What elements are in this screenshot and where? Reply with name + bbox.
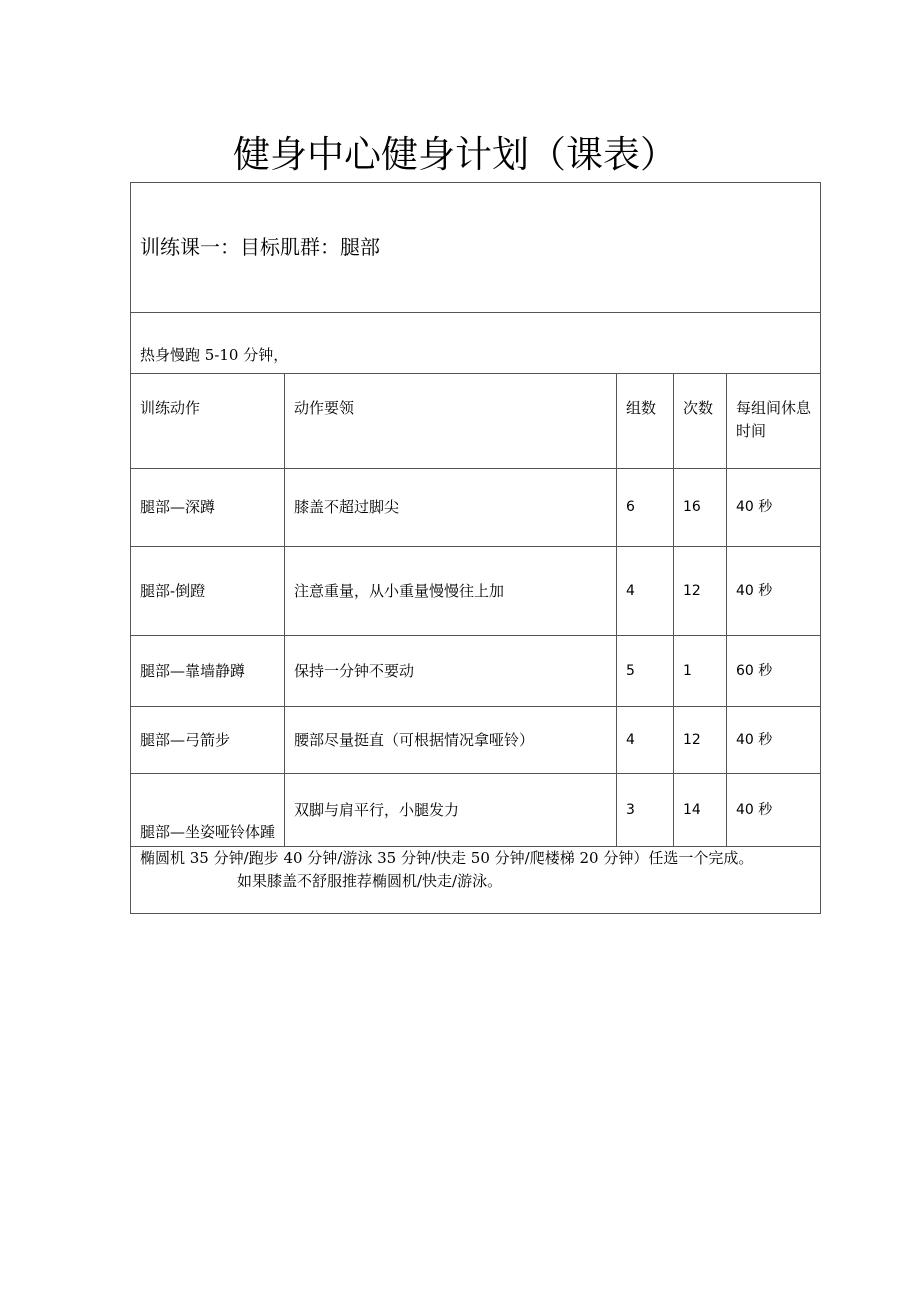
table-row (131, 636, 821, 707)
warmup-row (131, 313, 821, 374)
session-heading-row (131, 183, 821, 313)
header-exercise: 训练动作 (131, 374, 285, 469)
row-exercise: 腿部—坐姿哑铃体踵 (131, 774, 285, 847)
row-key-points: 保持一分钟不要动 (285, 636, 617, 707)
header-sets: 组数 (617, 374, 674, 469)
row-reps: 12 (674, 547, 727, 636)
row-rest: 60 秒 (727, 636, 821, 707)
footer-row (131, 847, 821, 914)
cardio-options: 椭圆机 35 分钟/跑步 40 分钟/游泳 35 分钟/快走 50 分钟/爬楼梯 20 分钟）任选一个完成。 (140, 849, 754, 867)
header-rest: 每组间休息时间 (727, 374, 821, 469)
page-title: 健身中心健身计划（课表） (233, 133, 677, 176)
row-sets: 6 (617, 469, 674, 547)
table-row (131, 707, 821, 774)
row-reps: 14 (674, 774, 727, 847)
row-exercise: 腿部—靠墙静蹲 (131, 636, 285, 707)
row-exercise: 腿部-倒蹬 (131, 547, 285, 636)
table-row (131, 469, 821, 547)
row-sets: 5 (617, 636, 674, 707)
table-row (131, 774, 821, 847)
row-key-points: 注意重量，从小重量慢慢往上加 (285, 547, 617, 636)
table-row (131, 547, 821, 636)
table-header-row (131, 374, 821, 469)
row-exercise: 腿部—弓箭步 (131, 707, 285, 774)
row-rest: 40 秒 (727, 547, 821, 636)
row-sets: 3 (617, 774, 674, 847)
header-key-points: 动作要领 (285, 374, 617, 469)
header-reps: 次数 (674, 374, 727, 469)
row-sets: 4 (617, 547, 674, 636)
row-rest: 40 秒 (727, 707, 821, 774)
row-exercise: 腿部—深蹲 (131, 469, 285, 547)
row-key-points: 膝盖不超过脚尖 (285, 469, 617, 547)
row-rest: 40 秒 (727, 774, 821, 847)
row-reps: 1 (674, 636, 727, 707)
row-sets: 4 (617, 707, 674, 774)
row-key-points: 腰部尽量挺直（可根据情况拿哑铃） (285, 707, 617, 774)
training-plan-table (130, 182, 821, 914)
warmup-note: 热身慢跑 5-10 分钟， (131, 313, 821, 374)
row-key-points: 双脚与肩平行，小腿发力 (285, 774, 617, 847)
row-reps: 12 (674, 707, 727, 774)
row-reps: 16 (674, 469, 727, 547)
knee-recommendation: 如果膝盖不舒服推荐椭圆机/快走/游泳。 (237, 872, 503, 890)
session-heading: 训练课一：目标肌群：腿部 (131, 183, 821, 313)
row-rest: 40 秒 (727, 469, 821, 547)
cardio-note (131, 847, 821, 914)
